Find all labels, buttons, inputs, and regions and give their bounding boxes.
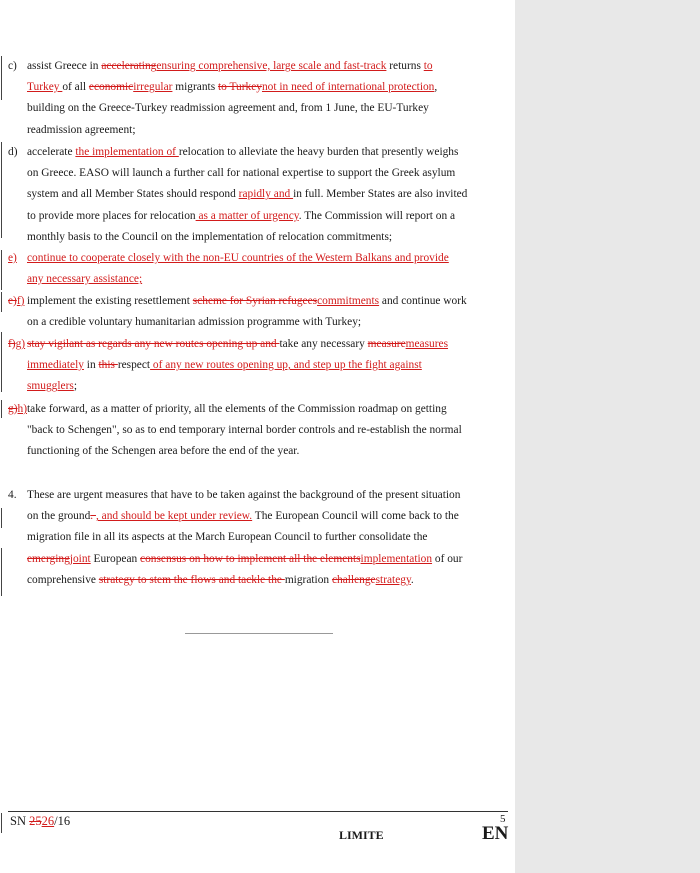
text-run: "back to Schengen", so as to end temporary internal border controls and re-establish the normal: [27, 424, 462, 437]
text-run: European: [90, 552, 141, 565]
tracked-insertion: continue to cooperate closely with the non-EU countries of the Western Balkans and provide: [27, 252, 449, 264]
item-label: [8, 291, 24, 312]
tracked-insertion: g): [15, 338, 26, 350]
text-run: These are urgent measures that have to be taken against the background of the present situation: [27, 489, 461, 501]
tracked-deletion: f): [8, 338, 16, 350]
text-line: [27, 77, 437, 98]
text-run: on the ground: [27, 510, 91, 523]
text-run: and continue work: [379, 295, 467, 307]
text-line: [27, 184, 467, 205]
tracked-insertion: immediately: [27, 359, 84, 372]
text-run: returns: [386, 60, 424, 72]
tracked-deletion: emerging: [27, 552, 70, 565]
tracked-insertion: smugglers: [27, 380, 74, 393]
tracked-insertion: not in need of international protection: [261, 81, 435, 94]
text-run: building on the Greece-Turkey readmission agreement and, from 1 June, the EU-Turkey: [27, 102, 429, 115]
item-label: [8, 485, 17, 506]
tracked-insertion: to: [423, 60, 433, 72]
item-label: [8, 334, 25, 355]
text-line: [27, 206, 455, 227]
tracked-insertion: rapidly and: [238, 188, 294, 201]
tracked-deletion: scheme for Syrian refugees: [192, 295, 318, 307]
change-bar: [1, 56, 2, 100]
tracked-insertion: the implementation of: [75, 146, 179, 158]
text-line: [27, 142, 458, 163]
document-reference: [10, 814, 70, 829]
text-line: [27, 312, 361, 333]
tracked-deletion: measure: [367, 338, 406, 350]
text-run: .: [410, 573, 414, 586]
tracked-insertion: e): [8, 252, 17, 264]
tracked-insertion: as a matter of urgency: [195, 209, 299, 222]
text-line: [27, 163, 455, 184]
tracked-deletion: 25: [29, 814, 42, 828]
footer-rule: [8, 811, 508, 812]
change-bar: [1, 813, 2, 833]
text-line: [27, 269, 142, 290]
text-run: migration: [284, 573, 332, 586]
tracked-insertion: joint: [69, 552, 91, 565]
tracked-deletion: this: [98, 359, 118, 372]
footnote-separator: [185, 633, 333, 634]
change-bar: [1, 548, 2, 596]
tracked-insertion: f): [16, 295, 25, 307]
classification-label: LIMITE: [339, 828, 384, 842]
text-line: [27, 248, 449, 269]
text-run: d): [8, 146, 18, 158]
tracked-insertion: irregular: [133, 81, 173, 94]
text-line: [27, 506, 459, 527]
text-line: [27, 420, 462, 441]
text-line: [27, 441, 299, 462]
text-line: [27, 570, 414, 591]
text-run: of all: [62, 81, 89, 94]
tracked-insertion: of any new routes opening up, and step up the fight against: [150, 359, 422, 372]
change-bar: [1, 142, 2, 238]
text-line: [27, 120, 136, 141]
tracked-insertion: implementation: [360, 552, 433, 565]
text-run: take any necessary: [279, 338, 368, 350]
text-run: to provide more places for relocation: [27, 209, 196, 222]
text-line: [27, 227, 392, 248]
text-run: implement the existing resettlement: [27, 295, 193, 307]
text-run: functioning of the Schengen area before the end of the year.: [27, 445, 300, 458]
language-code: EN: [482, 823, 509, 844]
tracked-deletion: g): [8, 403, 18, 415]
text-run: . The Commission will report on a: [298, 209, 456, 222]
tracked-insertion: h): [17, 403, 27, 415]
tracked-insertion: commitments: [317, 295, 380, 307]
text-line: [27, 334, 448, 355]
change-bar: [1, 400, 2, 418]
text-run: comprehensive: [27, 573, 99, 586]
text-run: in: [83, 359, 99, 372]
text-run: ;: [73, 380, 77, 393]
change-bar: [1, 508, 2, 528]
text-run: c): [8, 60, 17, 72]
text-line: [27, 376, 77, 397]
text-line: [27, 399, 447, 420]
change-bar: [1, 292, 2, 312]
text-line: [27, 527, 427, 548]
tracked-deletion: accelerating: [101, 60, 157, 72]
text-run: respect: [117, 359, 151, 372]
text-run: migrants: [172, 81, 218, 94]
change-bar: [1, 332, 2, 392]
tracked-insertion: any necessary assistance;: [27, 273, 143, 286]
tracked-insertion: measures: [405, 338, 449, 350]
text-run: assist Greece in: [27, 60, 102, 72]
change-bar: [1, 250, 2, 290]
text-line: [27, 56, 433, 77]
comment-sidebar: [515, 0, 700, 873]
tracked-deletion: stay vigilant as regards any new routes opening up and: [27, 338, 280, 350]
tracked-insertion: strategy: [375, 573, 411, 586]
text-run: in full. Member States are also invited: [293, 188, 468, 201]
tracked-insertion: , and should be kept under review.: [95, 510, 253, 523]
text-run: on a credible voluntary humanitarian admission programme with Turkey;: [27, 316, 362, 329]
tracked-deletion: economic: [88, 81, 134, 94]
text-run: /16: [54, 814, 71, 828]
tracked-deletion: to Turkey: [217, 81, 262, 94]
tracked-deletion: challenge: [331, 573, 376, 586]
text-run: ,: [434, 81, 438, 94]
text-run: 4.: [8, 489, 17, 501]
item-label: [8, 56, 17, 77]
text-run: on Greece. EASO will launch a further call for national expertise to support the Greek asylum: [27, 167, 456, 180]
text-line: [27, 98, 429, 119]
text-run: take forward, as a matter of priority, all the elements of the Commission roadmap on getting: [27, 403, 447, 415]
text-run: relocation to alleviate the heavy burden that presently weighs: [178, 146, 459, 158]
text-line: [27, 355, 422, 376]
page-number: 5: [500, 813, 506, 825]
text-run: accelerate: [27, 146, 76, 158]
tracked-insertion: 26: [41, 814, 55, 828]
text-run: migration file in all its aspects at the March European Council to further consolidate the: [27, 531, 428, 544]
tracked-deletion: strategy to stem the flows and tackle the: [98, 573, 285, 586]
text-line: [27, 485, 460, 506]
tracked-deletion: consensus on how to implement all the elements: [140, 552, 361, 565]
item-label: [8, 399, 27, 420]
text-run: SN: [10, 814, 30, 828]
text-line: [27, 549, 462, 570]
text-run: of our: [432, 552, 463, 565]
text-run: readmission agreement;: [27, 123, 136, 136]
item-label: [8, 248, 17, 269]
text-run: The European Council will come back to the: [252, 510, 459, 523]
text-line: [27, 291, 467, 312]
tracked-insertion: Turkey: [27, 81, 63, 94]
text-run: monthly basis to the Council on the implementation of relocation commitments;: [27, 230, 393, 243]
item-label: [8, 142, 18, 163]
tracked-insertion: ensuring comprehensive, large scale and fast-track: [156, 60, 387, 72]
tracked-deletion: e): [8, 295, 17, 307]
text-run: system and all Member States should respond: [27, 188, 239, 201]
tracked-deletion: .: [90, 510, 96, 523]
